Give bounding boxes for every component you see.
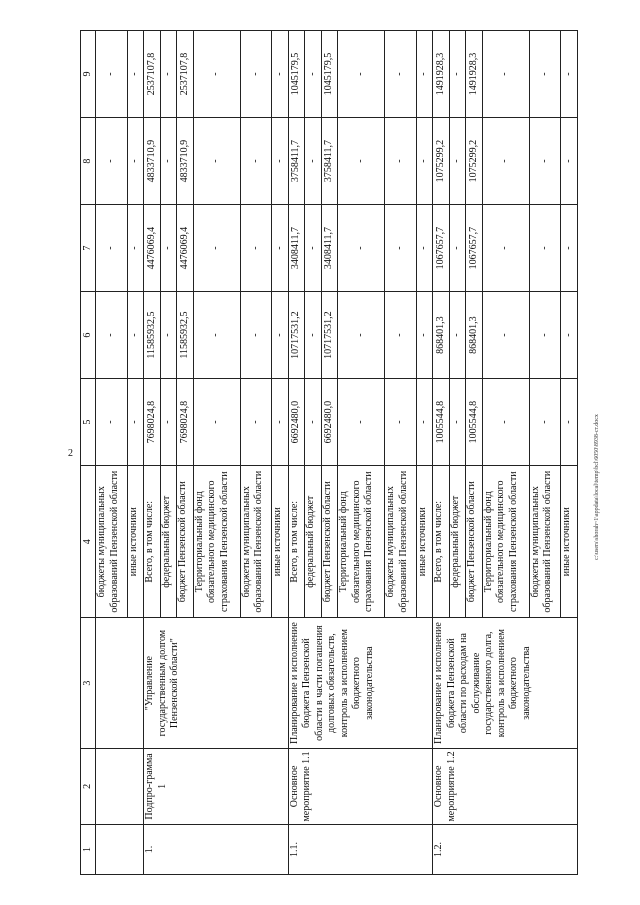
table-row [288,31,304,875]
item-type-cell [96,748,144,824]
amount-cell: - [305,31,321,118]
amount-cell: 1045179,5 [288,31,304,118]
amount-cell: - [96,292,128,379]
amount-cell: - [127,205,143,292]
amount-cell: - [416,379,432,466]
column-number: 6 [81,292,96,379]
item-type-cell: Основное мероприятие 1.2 [433,748,578,824]
column-number: 4 [81,466,96,618]
amount-cell: - [305,118,321,205]
row-number-cell: 1. [144,824,289,874]
amount-cell: - [449,292,465,379]
amount-cell: - [272,205,288,292]
funding-source-cell: Территориальный фонд обязательного медицинского страхования Пензенской области [338,466,385,618]
column-number-row [81,31,96,875]
column-number: 5 [81,379,96,466]
amount-cell: 2537107,8 [144,31,160,118]
amount-cell: - [193,205,240,292]
amount-cell: - [561,379,578,466]
amount-cell: 4833710,9 [144,118,160,205]
amount-cell: - [529,205,561,292]
row-number-cell: 1.1. [288,824,433,874]
amount-cell: - [96,379,128,466]
amount-cell: - [561,118,578,205]
amount-cell: - [240,379,272,466]
amount-cell: - [193,292,240,379]
amount-cell: 10717531,2 [288,292,304,379]
row-number-cell [96,824,144,874]
funding-source-cell: бюджеты муниципальных образований Пензенской области [529,466,561,618]
amount-cell: - [127,292,143,379]
amount-cell: - [449,205,465,292]
amount-cell: 4476069,4 [177,205,193,292]
amount-cell: - [385,31,417,118]
amount-cell: - [338,292,385,379]
funding-source-cell: иные источники [416,466,432,618]
funding-source-cell: бюджет Пензенской области [466,466,482,618]
amount-cell: - [240,205,272,292]
item-type-cell: Основное мероприятие 1.1 [288,748,433,824]
item-name-cell [96,618,144,749]
amount-cell: 868401,3 [433,292,449,379]
funding-source-cell: Территориальный фонд обязательного медицинского страхования Пензенской области [482,466,529,618]
amount-cell: - [482,118,529,205]
item-name-cell: Планирование и исполнение бюджета Пензенской области по расходам на обслуживание государственного долга, контроль за исполнением бюджетного законодательства [433,618,578,749]
amount-cell: 6692480,0 [321,379,337,466]
amount-cell: - [416,31,432,118]
funding-source-cell: Всего, в том числе: [144,466,160,618]
amount-cell: - [193,118,240,205]
amount-cell: 3408411,7 [321,205,337,292]
rotated-page [80,30,578,875]
funding-source-cell: иные источники [127,466,143,618]
amount-cell: 6692480,0 [288,379,304,466]
amount-cell: - [193,31,240,118]
column-number: 2 [81,748,96,824]
amount-cell: 3408411,7 [288,205,304,292]
amount-cell: - [338,118,385,205]
column-number: 8 [81,118,96,205]
funding-source-cell: бюджеты муниципальных образований Пензенской области [240,466,272,618]
column-number: 7 [81,205,96,292]
row-number-cell: 1.2. [433,824,578,874]
funding-source-cell: бюджет Пензенской области [321,466,337,618]
item-name-cell: Планирование и исполнение бюджета Пензенской области в части погашения долговых обязательств, контроль за исполнением бюджетного законодательства [288,618,433,749]
amount-cell: - [561,292,578,379]
amount-cell: - [561,31,578,118]
table-row [433,31,449,875]
amount-cell: - [127,31,143,118]
amount-cell: - [338,205,385,292]
amount-cell: - [529,118,561,205]
amount-cell: - [160,379,176,466]
amount-cell: 1067657,7 [466,205,482,292]
amount-cell: - [338,379,385,466]
amount-cell: - [96,118,128,205]
amount-cell: - [272,31,288,118]
amount-cell: - [529,379,561,466]
funding-source-cell: бюджет Пензенской области [177,466,193,618]
funding-source-cell: Территориальный фонд обязательного медицинского страхования Пензенской области [193,466,240,618]
amount-cell: 10717531,2 [321,292,337,379]
amount-cell: - [416,118,432,205]
amount-cell: 1491928,3 [433,31,449,118]
amount-cell: 1491928,3 [466,31,482,118]
amount-cell: - [561,205,578,292]
amount-cell: 7698024,8 [177,379,193,466]
amount-cell: - [127,379,143,466]
column-number: 3 [81,618,96,749]
amount-cell: 11585932,5 [177,292,193,379]
amount-cell: - [385,205,417,292]
amount-cell: - [449,31,465,118]
amount-cell: - [385,379,417,466]
funding-source-cell: иные источники [561,466,578,618]
table-row [96,31,128,875]
amount-cell: - [416,205,432,292]
amount-cell: - [272,118,288,205]
item-name-cell: "Управление государственным долгом Пензенской области" [144,618,289,749]
amount-cell: 1075299,2 [466,118,482,205]
amount-cell: - [272,292,288,379]
column-number: 9 [81,31,96,118]
amount-cell: - [385,118,417,205]
amount-cell: 1067657,7 [433,205,449,292]
funding-source-cell: федеральный бюджет [160,466,176,618]
amount-cell: 3758411,7 [288,118,304,205]
amount-cell: - [96,31,128,118]
amount-cell: - [338,31,385,118]
amount-cell: - [305,205,321,292]
amount-cell: - [96,205,128,292]
amount-cell: - [529,292,561,379]
amount-cell: - [127,118,143,205]
amount-cell: 1045179,5 [321,31,337,118]
amount-cell: - [449,379,465,466]
amount-cell: 2537107,8 [177,31,193,118]
amount-cell: - [160,31,176,118]
amount-cell: 3758411,7 [321,118,337,205]
amount-cell: - [240,31,272,118]
amount-cell: - [240,292,272,379]
amount-cell: - [240,118,272,205]
amount-cell: - [416,292,432,379]
column-number: 1 [81,824,96,874]
amount-cell: - [272,379,288,466]
amount-cell: - [305,292,321,379]
amount-cell: - [193,379,240,466]
amount-cell: - [160,118,176,205]
amount-cell: - [482,205,529,292]
page-number: 2 [68,448,73,459]
amount-cell: 7698024,8 [144,379,160,466]
footer-file-path: c:\users\shorah~1\appdata\local\temp\bcl\6050\8938-ст.docx [594,414,600,560]
amount-cell: - [482,31,529,118]
amount-cell: 4476069,4 [144,205,160,292]
item-type-cell: Подпро-грамма 1 [144,748,289,824]
funding-source-cell: Всего, в том числе: [288,466,304,618]
amount-cell: 868401,3 [466,292,482,379]
amount-cell: - [305,379,321,466]
amount-cell: 1005544,8 [466,379,482,466]
amount-cell: - [385,292,417,379]
funding-source-cell: Всего, в том числе: [433,466,449,618]
amount-cell: - [160,205,176,292]
amount-cell: - [160,292,176,379]
amount-cell: 4833710,9 [177,118,193,205]
amount-cell: 11585932,5 [144,292,160,379]
funding-source-cell: бюджеты муниципальных образований Пензенской области [385,466,417,618]
funding-source-cell: бюджеты муниципальных образований Пензенской области [96,466,128,618]
amount-cell: 1005544,8 [433,379,449,466]
amount-cell: - [482,292,529,379]
funding-source-cell: федеральный бюджет [305,466,321,618]
funding-table [80,30,578,875]
amount-cell: - [482,379,529,466]
amount-cell: - [529,31,561,118]
amount-cell: 1075299,2 [433,118,449,205]
table-row [144,31,160,875]
funding-source-cell: федеральный бюджет [449,466,465,618]
funding-source-cell: иные источники [272,466,288,618]
amount-cell: - [449,118,465,205]
